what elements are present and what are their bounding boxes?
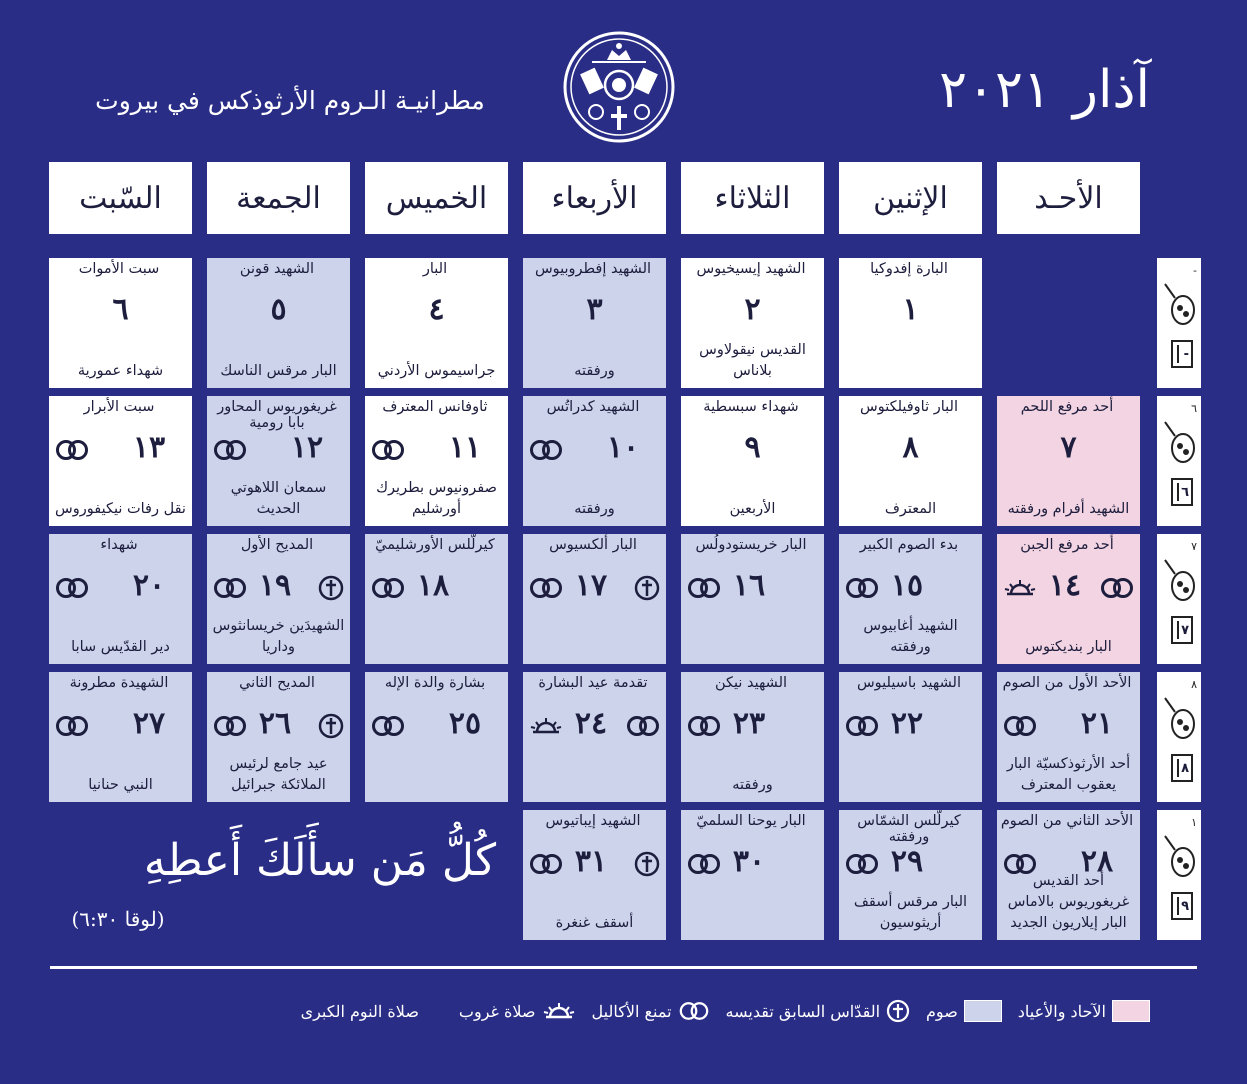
censer-icon: [1161, 554, 1197, 604]
week-number: ١: [1191, 816, 1197, 829]
day-saint-title: البار ألكسيوس: [549, 537, 637, 553]
crescent-moon-icon: [794, 575, 812, 601]
day-number: ٢٢: [890, 706, 924, 741]
rings-icon: [1100, 577, 1134, 599]
day-number: ١٤: [1048, 568, 1082, 603]
rings-icon: [55, 715, 89, 737]
day-saint-title: الشهيد إيباتيوس: [545, 813, 641, 829]
month-title: [880, 55, 1150, 125]
weekday-header: السّبت: [49, 162, 192, 234]
day-saint-title: المديح الأول: [240, 537, 314, 553]
day-cell[interactable]: [365, 258, 508, 388]
day-saint-subtitle: الشهيد أفرام ورفقته: [1007, 501, 1130, 517]
day-saint-title: أحد مرفع اللحم: [1020, 399, 1114, 415]
day-saint-title: سبت الأبرار: [83, 399, 155, 415]
cross-icon: [634, 851, 660, 877]
rings-icon: [55, 439, 89, 461]
cross-icon: [634, 575, 660, 601]
sunset-icon: [542, 1001, 576, 1021]
rings-icon: [529, 577, 563, 599]
day-saint-title: الشهيد نيكن: [714, 675, 788, 691]
tone-box: ٩: [1171, 892, 1193, 920]
censer-icon: [1161, 278, 1197, 328]
day-saint-title: الشهيد قونن: [239, 261, 315, 277]
day-saint-subtitle: سمعان اللاهوتي الحديث: [230, 480, 327, 517]
legend-fast-label: صوم: [926, 1001, 958, 1021]
day-saint-title: سبت الأموات: [78, 261, 160, 277]
weekday-header: الأربعاء: [523, 162, 666, 234]
day-cell[interactable]: [997, 672, 1140, 802]
rings-icon: [371, 577, 405, 599]
pink-swatch-icon: [1112, 1000, 1150, 1022]
sunset-icon: [529, 716, 563, 736]
day-cell[interactable]: [523, 672, 666, 802]
censer-icon: [1161, 416, 1197, 466]
censer-icon: [1161, 830, 1197, 880]
day-number: ١٠: [606, 430, 640, 465]
crescent-moon-icon: [533, 606, 551, 632]
day-number: ٢٠: [132, 568, 166, 603]
day-number: ٣١: [574, 844, 608, 879]
rings-icon: [687, 577, 721, 599]
day-cell[interactable]: [523, 810, 666, 940]
tone-box: ٦: [1171, 478, 1193, 506]
legend-presanctified-label: القدّاس السابق تقديسه: [725, 1001, 881, 1021]
day-saint-subtitle: ورفقته: [732, 777, 773, 793]
legend-vespers: [459, 1001, 576, 1021]
legend-feasts: [1018, 1000, 1150, 1022]
day-saint-subtitle: عيد جامع لرئيس الملائكة جبرائيل: [229, 756, 328, 793]
day-cell[interactable]: [681, 810, 824, 940]
day-saint-title: البار: [422, 261, 448, 277]
blue-swatch-icon: [964, 1000, 1002, 1022]
rings-icon: [213, 715, 247, 737]
rings-icon: [371, 715, 405, 737]
day-saint-title: البار ثاوفيلكتوس: [860, 399, 958, 415]
day-saint-subtitle: النبي حنانيا: [88, 777, 153, 793]
day-cell[interactable]: [681, 396, 824, 526]
crescent-moon-icon: [952, 575, 970, 601]
day-saint-title: غريغوريوس المحاور بابا رومية: [217, 399, 337, 431]
day-saint-title: أحد مرفع الجبن: [1020, 537, 1114, 553]
day-number: ٢١: [1080, 706, 1114, 741]
day-saint-subtitle: الشهيدَين خريسانثوس وداريا: [212, 618, 345, 655]
day-number: ١٨: [416, 568, 450, 603]
verse-text: كُلُّ مَن سأَلَكَ أَعطِهِ: [143, 835, 497, 886]
rings-icon: [845, 577, 879, 599]
day-cell[interactable]: [997, 810, 1140, 940]
day-cell[interactable]: [207, 258, 350, 388]
legend-no-crowning: [592, 1001, 710, 1021]
day-cell[interactable]: [997, 534, 1140, 664]
day-saint-title: الأحد الثاني من الصوم: [1000, 813, 1134, 829]
day-cell[interactable]: [839, 258, 982, 388]
legend-vespers-label: صلاة غروب: [458, 1001, 536, 1021]
day-saint-subtitle: أسقف غنغرة: [555, 915, 634, 931]
cross-icon: [886, 999, 910, 1023]
day-saint-subtitle: أحد القديس غريغوريوس بالاماس البار إيلاريون الجديد: [1007, 873, 1130, 931]
day-cell[interactable]: [207, 396, 350, 526]
week-number: ٦: [1191, 402, 1197, 415]
week-strip: [1157, 258, 1201, 388]
crescent-moon-icon: [794, 713, 812, 739]
day-number: ٢٦: [258, 706, 292, 741]
day-saint-title: الشهيد كدراتُس: [546, 399, 640, 415]
day-number: ١٦: [732, 568, 766, 603]
day-cell[interactable]: [523, 258, 666, 388]
week-strip: [1157, 810, 1201, 940]
weekday-header: الأحـد: [997, 162, 1140, 234]
day-saint-subtitle: البار مرقس الناسك: [220, 363, 337, 379]
day-saint-subtitle: المعترف: [884, 501, 937, 517]
weekday-header: الإثنين: [839, 162, 982, 234]
legend-feasts-label: الآحاد والأعياد: [1017, 1001, 1106, 1021]
day-saint-title: الشهيد إفطروبيوس: [534, 261, 652, 277]
day-saint-title: كيرلّلس الأورشليميّ: [375, 537, 495, 553]
day-cell[interactable]: [839, 534, 982, 664]
legend-compline-label: صلاة النوم الكبرى: [300, 1001, 419, 1021]
day-saint-subtitle: أحد الأرثوذكسيّة البار يعقوب المعترف: [1006, 756, 1131, 793]
rings-icon: [371, 439, 405, 461]
organization-title: مطرانيـة الـروم الأرثوذكس في بيروت: [95, 86, 485, 115]
day-saint-title: الأحد الأول من الصوم: [1002, 675, 1132, 691]
month-name: آذار: [1072, 60, 1150, 120]
day-saint-title: الشهيد إيسيخيوس: [696, 261, 806, 277]
day-number: ١٩: [258, 568, 292, 603]
weekday-header: الجمعة: [207, 162, 350, 234]
day-number: ٢: [744, 292, 761, 327]
day-saint-title: الشهيدة مطرونة: [69, 675, 169, 691]
day-cell[interactable]: [207, 672, 350, 802]
rings-icon: [845, 853, 879, 875]
day-number: ٢٨: [1080, 844, 1114, 879]
weekday-header: الخميس: [365, 162, 508, 234]
day-saint-title: ثاوفانس المعترف: [382, 399, 488, 415]
day-saint-title: البارة إفدوكيا: [870, 261, 948, 277]
day-cell[interactable]: [523, 396, 666, 526]
day-saint-subtitle: ورفقته: [574, 363, 615, 379]
day-saint-title: شهداء سبسطية: [703, 399, 799, 415]
week-number: ٨: [1191, 678, 1197, 691]
day-cell[interactable]: [523, 534, 666, 664]
cross-icon: [318, 713, 344, 739]
day-cell[interactable]: [365, 672, 508, 802]
weekday-header: الثلاثاء: [681, 162, 824, 234]
day-number: ٢٩: [890, 844, 924, 879]
day-saint-subtitle: القديس نيقولاوس بلاناس: [699, 342, 806, 379]
week-strip: [1157, 672, 1201, 802]
archdiocese-emblem-icon: [562, 30, 676, 144]
day-number: ١١: [448, 430, 482, 465]
week-strip: [1157, 396, 1201, 526]
day-saint-title: كيرلّلس الشمّاس ورفقته: [857, 813, 961, 845]
verse-reference: (لوقا ٦:٣٠): [71, 907, 165, 931]
day-cell[interactable]: [365, 534, 508, 664]
rings-icon: [213, 439, 247, 461]
day-saint-title: بشارة والدة الإله: [384, 675, 486, 691]
day-saint-title: شهداء: [100, 537, 138, 553]
day-number: ٢٤: [574, 706, 608, 741]
rings-icon: [55, 577, 89, 599]
rings-icon: [529, 439, 563, 461]
month-year: ٢٠٢١: [939, 60, 1051, 120]
day-cell[interactable]: [839, 672, 982, 802]
day-number: ٦: [112, 292, 129, 327]
day-saint-title: البار خريستودولُس: [695, 537, 807, 553]
week-number: ٧: [1191, 540, 1197, 553]
rings-icon: [1003, 715, 1037, 737]
day-saint-title: الشهيد باسيليوس: [856, 675, 961, 691]
crescent-moon-icon: [533, 882, 551, 908]
day-number: ٨: [902, 430, 919, 465]
day-saint-subtitle: الشهيد أغابيوس ورفقته: [863, 618, 958, 655]
day-number: ١٧: [574, 568, 608, 603]
legend-presanctified: [726, 999, 910, 1023]
day-saint-subtitle: البار مرقس أسقف أريثوسيون: [853, 894, 968, 931]
crescent-moon-icon: [478, 575, 496, 601]
rings-icon: [678, 1001, 710, 1021]
rings-icon: [529, 853, 563, 875]
day-saint-subtitle: جراسيموس الأردني: [377, 363, 496, 379]
legend-fast: [926, 1000, 1002, 1022]
tone-box: ٨: [1171, 754, 1193, 782]
day-cell[interactable]: [49, 534, 192, 664]
day-cell[interactable]: [49, 258, 192, 388]
tone-box: -: [1171, 340, 1193, 368]
week-number: -: [1193, 264, 1197, 277]
day-number: ٥: [270, 292, 287, 327]
day-saint-title: المديح الثاني: [239, 675, 315, 691]
crescent-moon-icon: [952, 851, 970, 877]
rings-icon: [687, 715, 721, 737]
day-number: ٣: [586, 292, 603, 327]
day-number: ٢٣: [732, 706, 766, 741]
day-saint-subtitle: صفرونيوس بطريرك أورشليم: [376, 480, 497, 517]
rings-icon: [213, 577, 247, 599]
rings-icon: [845, 715, 879, 737]
day-saint-subtitle: البار بنديكتوس: [1025, 639, 1112, 655]
day-saint-title: تقدمة عيد البشارة: [538, 675, 648, 691]
day-number: ٧: [1060, 430, 1077, 465]
cross-icon: [318, 575, 344, 601]
crescent-moon-icon: [425, 999, 443, 1023]
tone-box: ٧: [1171, 616, 1193, 644]
day-cell[interactable]: [49, 672, 192, 802]
sunset-icon: [1003, 578, 1037, 598]
day-cell[interactable]: [49, 396, 192, 526]
day-number: ٤: [428, 292, 445, 327]
day-cell[interactable]: [681, 672, 824, 802]
day-number: ٣٠: [732, 844, 766, 879]
day-number: ٩: [744, 430, 761, 465]
day-number: ١٢: [290, 430, 324, 465]
day-cell[interactable]: [681, 258, 824, 388]
day-cell[interactable]: [839, 396, 982, 526]
rings-icon: [687, 853, 721, 875]
day-saint-subtitle: نقل رفات نيكيفوروس: [55, 501, 186, 517]
week-strip: [1157, 534, 1201, 664]
legend-compline: [301, 999, 443, 1023]
day-cell[interactable]: [839, 810, 982, 940]
crescent-moon-icon: [952, 713, 970, 739]
day-saint-subtitle: دير القدّيس سابا: [71, 639, 170, 655]
day-number: ١٣: [132, 430, 166, 465]
censer-icon: [1161, 692, 1197, 742]
crescent-moon-icon: [794, 851, 812, 877]
rings-icon: [626, 715, 660, 737]
day-saint-title: البار يوحنا السلميّ: [696, 813, 806, 829]
day-cell[interactable]: [997, 396, 1140, 526]
day-number: ٢٧: [132, 706, 166, 741]
day-number: ١٥: [890, 568, 924, 603]
day-cell[interactable]: [207, 534, 350, 664]
day-number: ١: [902, 292, 919, 327]
legend-no-crowning-label: تمنع الأكاليل: [591, 1001, 672, 1021]
legend-divider: [50, 966, 1197, 969]
day-saint-subtitle: الأربعين: [729, 501, 776, 517]
day-saint-subtitle: ورفقته: [574, 501, 615, 517]
day-cell[interactable]: [681, 534, 824, 664]
legend: [190, 993, 1150, 1029]
day-saint-title: بدء الصوم الكبير: [859, 537, 959, 553]
day-cell[interactable]: [365, 396, 508, 526]
day-number: ٢٥: [448, 706, 482, 741]
day-saint-subtitle: شهداء عمورية: [77, 363, 164, 379]
